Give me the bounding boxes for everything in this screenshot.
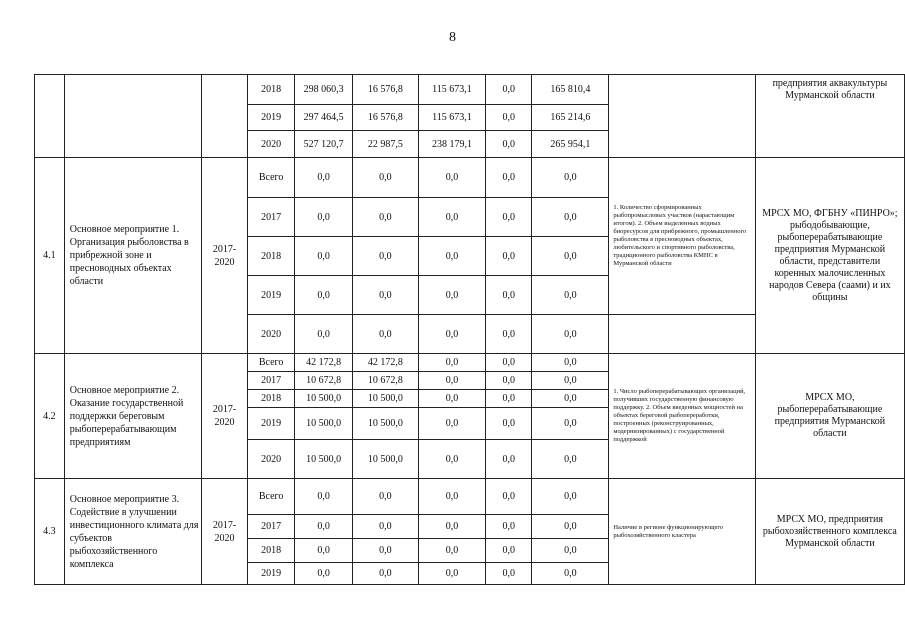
value-cell: 0,0 [418, 237, 485, 276]
total-cell: 0,0 [295, 563, 352, 585]
program-table [34, 74, 905, 585]
value-cell: 0,0 [418, 354, 485, 372]
year-cell: 2018 [247, 75, 295, 105]
total-cell: 297 464,5 [295, 105, 352, 131]
total-cell: 527 120,7 [295, 131, 352, 158]
year-cell: 2019 [247, 563, 295, 585]
value-cell: 0,0 [486, 390, 532, 408]
total-cell: 10 500,0 [295, 408, 352, 440]
value-cell: 115 673,1 [418, 75, 485, 105]
activity-indicators: 1. Число рыбоперерабатывающих организаций, получивших государственную финансовую поддержку. 2. Объем введенных мощностей на объектах береговой рыбопереработки, построенных (реконструированных, модернизированных) с государственной поддержкой [609, 354, 755, 479]
value-cell: 10 500,0 [352, 440, 418, 479]
value-cell: 10 500,0 [352, 408, 418, 440]
value-cell: 238 179,1 [418, 131, 485, 158]
value-cell: 0,0 [486, 158, 532, 198]
total-cell: 0,0 [295, 198, 352, 237]
activity-responsible: МРСХ МО, рыбоперерабатывающие предприятия Мурманской области [755, 354, 904, 479]
activity-code: 4.1 [35, 158, 65, 354]
value-cell: 0,0 [486, 276, 532, 315]
year-cell: Всего [247, 354, 295, 372]
total-cell: 10 500,0 [295, 390, 352, 408]
year-cell: Всего [247, 479, 295, 515]
value-cell: 165 810,4 [532, 75, 609, 105]
value-cell: 0,0 [418, 372, 485, 390]
value-cell: 0,0 [352, 315, 418, 354]
value-cell: 0,0 [352, 563, 418, 585]
year-cell: 2020 [247, 440, 295, 479]
value-cell: 10 500,0 [352, 390, 418, 408]
total-cell: 10 672,8 [295, 372, 352, 390]
activity-period: 2017-2020 [202, 354, 248, 479]
total-cell: 298 060,3 [295, 75, 352, 105]
activity-code: 4.2 [35, 354, 65, 479]
total-cell: 0,0 [295, 315, 352, 354]
value-cell: 0,0 [486, 515, 532, 539]
table-row [35, 75, 905, 105]
total-cell: 0,0 [295, 479, 352, 515]
activity-responsible: МРСХ МО, предприятия рыбохозяйственного комплекса Мурманской области [755, 479, 904, 585]
total-cell: 0,0 [295, 539, 352, 563]
value-cell: 42 172,8 [352, 354, 418, 372]
value-cell: 0,0 [532, 276, 609, 315]
activity-code: 4.3 [35, 479, 65, 585]
value-cell: 0,0 [532, 515, 609, 539]
value-cell: 0,0 [486, 440, 532, 479]
activity-period: 2017-2020 [202, 158, 248, 354]
table-row [35, 354, 905, 372]
value-cell: 0,0 [486, 237, 532, 276]
value-cell: 0,0 [418, 198, 485, 237]
value-cell: 0,0 [418, 315, 485, 354]
total-cell: 0,0 [295, 158, 352, 198]
value-cell: 0,0 [418, 408, 485, 440]
page-number: 8 [449, 30, 456, 45]
value-cell: 0,0 [532, 198, 609, 237]
year-cell: 2018 [247, 390, 295, 408]
total-cell: 0,0 [295, 276, 352, 315]
value-cell: 0,0 [352, 198, 418, 237]
value-cell: 0,0 [532, 390, 609, 408]
value-cell: 0,0 [486, 479, 532, 515]
value-cell: 0,0 [532, 315, 609, 354]
carryover-period-cell [202, 75, 248, 158]
value-cell: 0,0 [418, 390, 485, 408]
activity-name: Основное мероприятие 2. Оказание государственной поддержки береговым рыбоперерабатывающим предприятиям [64, 354, 202, 479]
value-cell: 265 954,1 [532, 131, 609, 158]
carryover-responsible-cell: предприятия аквакультуры Мурманской области [755, 75, 904, 158]
value-cell: 0,0 [532, 563, 609, 585]
value-cell: 0,0 [532, 354, 609, 372]
value-cell: 0,0 [532, 539, 609, 563]
value-cell: 0,0 [532, 408, 609, 440]
value-cell: 0,0 [418, 539, 485, 563]
year-cell: 2018 [247, 237, 295, 276]
year-cell: 2020 [247, 131, 295, 158]
activity-indicators: Наличие в регионе функционирующего рыбохозяйственного кластера [609, 479, 755, 585]
year-cell: Всего [247, 158, 295, 198]
value-cell: 0,0 [418, 440, 485, 479]
value-cell: 16 576,8 [352, 105, 418, 131]
value-cell: 0,0 [532, 158, 609, 198]
value-cell: 0,0 [532, 479, 609, 515]
year-cell: 2017 [247, 198, 295, 237]
carryover-code-cell [35, 75, 65, 158]
value-cell: 0,0 [418, 515, 485, 539]
activity-responsible: МРСХ МО, ФГБНУ «ПИНРО»; рыбодобывающие, рыбоперерабатывающие предприятия Мурманской области, представители коренных малочисленных народов Севера (саами) и их общины [755, 158, 904, 354]
value-cell: 22 987,5 [352, 131, 418, 158]
value-cell: 0,0 [486, 372, 532, 390]
activity-name: Основное мероприятие 1. Организация рыболовства в прибрежной зоне и пресноводных объектах области [64, 158, 202, 354]
value-cell: 0,0 [532, 237, 609, 276]
value-cell: 0,0 [418, 479, 485, 515]
value-cell: 0,0 [486, 105, 532, 131]
year-cell: 2020 [247, 315, 295, 354]
activity-name: Основное мероприятие 3. Содействие в улучшении инвестиционного климата для субъектов рыбохозяйственного комплекса [64, 479, 202, 585]
value-cell: 0,0 [486, 131, 532, 158]
value-cell: 0,0 [352, 276, 418, 315]
year-cell: 2019 [247, 276, 295, 315]
year-cell: 2019 [247, 105, 295, 131]
value-cell: 165 214,6 [532, 105, 609, 131]
table-row [35, 479, 905, 515]
value-cell: 0,0 [486, 198, 532, 237]
value-cell: 0,0 [352, 515, 418, 539]
year-cell: 2019 [247, 408, 295, 440]
value-cell: 0,0 [486, 315, 532, 354]
total-cell: 10 500,0 [295, 440, 352, 479]
value-cell: 0,0 [352, 237, 418, 276]
year-cell: 2017 [247, 372, 295, 390]
value-cell: 0,0 [532, 440, 609, 479]
value-cell: 0,0 [418, 563, 485, 585]
total-cell: 42 172,8 [295, 354, 352, 372]
value-cell: 0,0 [352, 479, 418, 515]
year-cell: 2018 [247, 539, 295, 563]
value-cell: 0,0 [486, 563, 532, 585]
value-cell: 10 672,8 [352, 372, 418, 390]
activity-indicators: 1. Количество сформированных рыбопромысловых участков (нарастающим итогом). 2. Объем выделенных водных биоресурсов для прибрежного, промышленного рыболовства в пресноводных объектах, любительского и спортивного рыболовства, традиционного рыболовства КМНС в Мурманской области [609, 158, 755, 315]
activity-period: 2017-2020 [202, 479, 248, 585]
empty-indicator-cell [609, 315, 755, 354]
carryover-indicators-cell [609, 75, 755, 158]
value-cell: 0,0 [352, 539, 418, 563]
value-cell: 0,0 [532, 372, 609, 390]
value-cell: 0,0 [486, 75, 532, 105]
value-cell: 0,0 [486, 354, 532, 372]
value-cell: 0,0 [352, 158, 418, 198]
year-cell: 2017 [247, 515, 295, 539]
value-cell: 16 576,8 [352, 75, 418, 105]
value-cell: 0,0 [418, 158, 485, 198]
total-cell: 0,0 [295, 237, 352, 276]
value-cell: 0,0 [418, 276, 485, 315]
total-cell: 0,0 [295, 515, 352, 539]
value-cell: 0,0 [486, 539, 532, 563]
value-cell: 0,0 [486, 408, 532, 440]
table-row [35, 158, 905, 198]
carryover-name-cell [64, 75, 202, 158]
value-cell: 115 673,1 [418, 105, 485, 131]
